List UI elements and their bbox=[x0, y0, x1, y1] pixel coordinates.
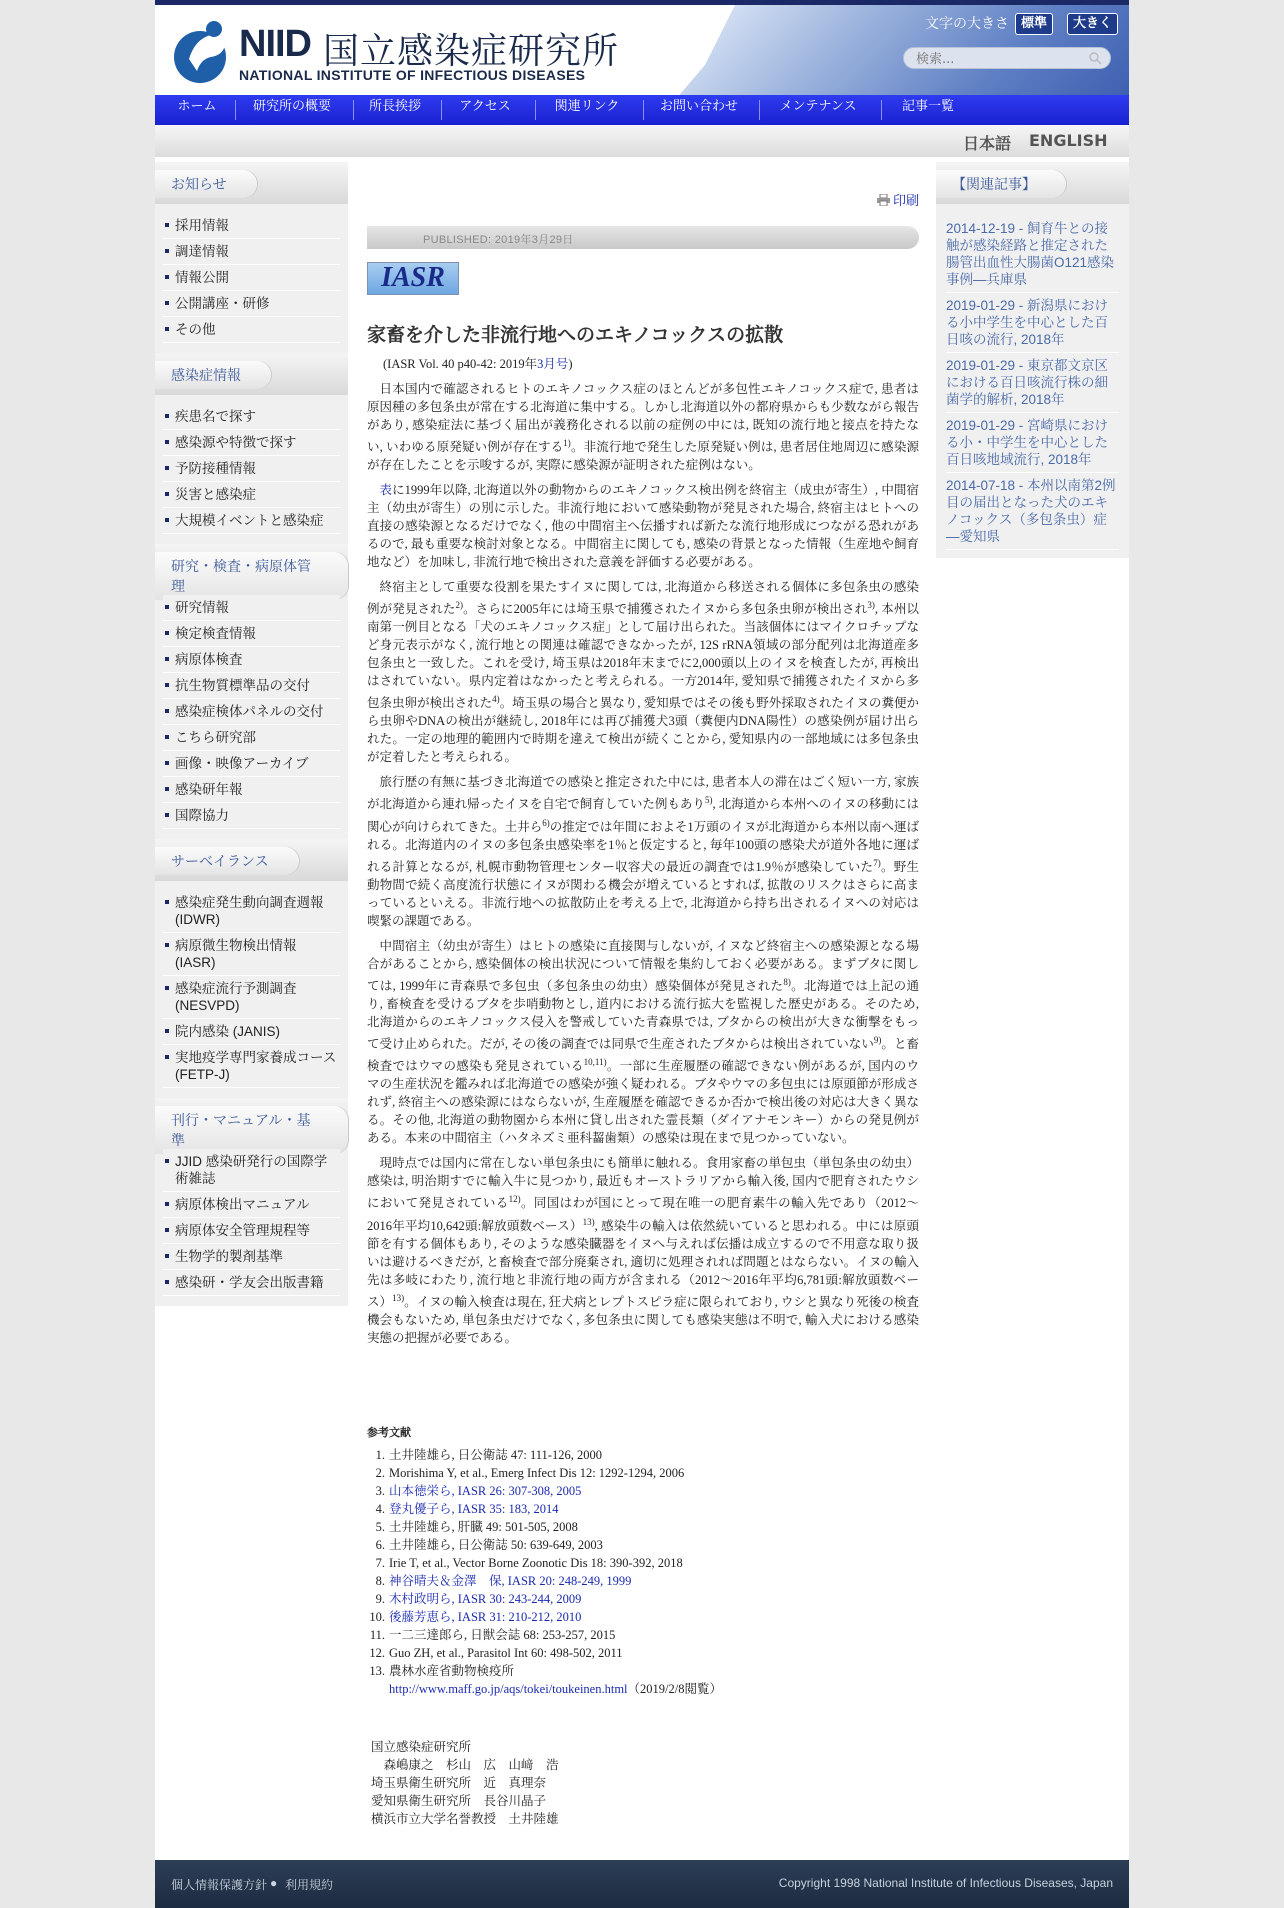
citation-mark: 3) bbox=[867, 600, 875, 611]
sidebar-item[interactable]: 感染研・学友会出版書籍 bbox=[163, 1270, 340, 1296]
sidebar-item[interactable]: 疾患名で探す bbox=[163, 404, 340, 430]
reference-item bbox=[367, 1536, 919, 1554]
reference-item bbox=[367, 1662, 919, 1680]
paragraph-text: 終宿主として重要な役割を果たすイヌに関しては, 北海道から移送される個体に多包条虫の感染例が発見された bbox=[367, 580, 919, 617]
logo-japanese-name: 国立感染症研究所 bbox=[323, 31, 620, 72]
sidebar-list-news bbox=[155, 204, 348, 353]
reference-text: 土井陸雄ら, 日公衛誌 50: 639-649, 2003 bbox=[389, 1538, 603, 1552]
logo-english-name: NATIONAL INSTITUTE OF INFECTIOUS DISEASES bbox=[239, 67, 586, 83]
sidebar-heading-label: 刊行・マニュアル・基準 bbox=[155, 1106, 348, 1154]
paragraph-text: 。一部に生産履歴の確認できない例があるが, 国内のウマの生産状況を鑑みれば北海道での感染が強く疑われる。ブタやウマの多包虫には原頭節が形成されず, 終宿主への感染源にはならないが, 生産履歴を確認できるか否かで検出後の対応は大きく異なる。その他, 北海道の動物園から本州に貸し出された霊長類（ダイアナモンキー）からの発見例がある。本来の中間宿主（ハタネズミ亜科齧歯類）の感染は現在まで見つかっていない。 bbox=[367, 1059, 919, 1146]
left-sidebar bbox=[155, 162, 348, 1306]
sidebar-item[interactable]: 災害と感染症 bbox=[163, 482, 340, 508]
printer-icon bbox=[877, 194, 890, 206]
related-articles-heading bbox=[936, 162, 1129, 204]
reference-item bbox=[367, 1446, 919, 1464]
sidebar-item[interactable]: 情報公開 bbox=[163, 265, 340, 291]
published-bar bbox=[367, 226, 919, 249]
nav-divider bbox=[353, 100, 354, 120]
article-title: 家畜を介した非流行地へのエキノコックスの拡散 bbox=[367, 324, 784, 346]
citation-mark: 2) bbox=[455, 600, 463, 611]
related-articles-list bbox=[936, 204, 1129, 558]
paragraph bbox=[367, 937, 919, 1147]
citation-mark: 4) bbox=[492, 694, 500, 705]
reference-number: 10. bbox=[369, 1610, 385, 1624]
author-line: 横浜市立大学名誉教授 土井陸雄 bbox=[371, 1812, 559, 1826]
paragraph-text: 。北海道では上記の通り, 畜検査を受けるブタを歩哨動物とし, 道内における流行拡大を監視した歴史がある。そのため, 北海道からのエキノコックス侵入を警戒していた青森県では, ブタからの検出が大きな衝撃をもって受け止められた。だが, その後の調査では同県で生産されたブタからは検出されていない bbox=[367, 979, 919, 1052]
sidebar-item[interactable]: JJID 感染研発行の国際学術雑誌 bbox=[163, 1149, 340, 1192]
reference-number: 6. bbox=[375, 1538, 385, 1552]
sidebar-item[interactable]: 採用情報 bbox=[163, 213, 340, 239]
reference-number: 1. bbox=[375, 1448, 385, 1462]
sidebar-item[interactable]: 大規模イベントと感染症 bbox=[163, 508, 340, 534]
reference-number: 8. bbox=[375, 1574, 385, 1588]
reference-item[interactable] bbox=[367, 1590, 919, 1608]
citation-mark: 13) bbox=[582, 1216, 595, 1227]
reference-link[interactable]: 木村政明ら, IASR 30: 243-244, 2009 bbox=[389, 1592, 582, 1606]
sidebar-item[interactable]: 院内感染 (JANIS) bbox=[163, 1019, 340, 1045]
reference-item[interactable] bbox=[367, 1608, 919, 1626]
paragraph-text: , 感染牛の輸入は依然続いていると思われる。中には原頭節を有する個体もあり, そのような感染臓器をイヌへ与えれば伝播は成立するので不用意な取り扱いは避けるべきだが, と畜検査で部分廃棄され, 適切に処理されれば問題とはならない。イヌの輸入先は多岐にわたり, 流行地と非流行地の両方が含まれる（2012～2016年平均6,781頭:解放頭数ベース） bbox=[367, 1218, 919, 1309]
sidebar-item[interactable]: 感染源や特徴で探す bbox=[163, 430, 340, 456]
author-line: 愛知県衛生研究所 長谷川晶子 bbox=[371, 1794, 547, 1808]
sidebar-item[interactable]: 病原体検出マニュアル bbox=[163, 1192, 340, 1218]
reference-text: 一二三達郎ら, 日獣会誌 68: 253-257, 2015 bbox=[389, 1628, 616, 1642]
sidebar-heading-label: お知らせ bbox=[155, 170, 257, 198]
paragraph-text: 。と畜検査ではウマの感染も発見されている bbox=[367, 1037, 919, 1074]
references-heading: 参考文献 bbox=[367, 1426, 411, 1439]
main-nav bbox=[155, 95, 1129, 125]
nav-greeting[interactable]: 所長挨拶 bbox=[368, 99, 421, 114]
sidebar-item[interactable]: 感染症発生動向調査週報 (IDWR) bbox=[163, 890, 340, 933]
author-line: 埼玉県衛生研究所 近 真理奈 bbox=[371, 1776, 547, 1790]
font-size-large-button[interactable]: 大きく bbox=[1067, 13, 1118, 35]
sidebar-item[interactable]: こちら研究部 bbox=[163, 725, 340, 751]
citation-text: ) bbox=[568, 357, 573, 371]
paragraph bbox=[367, 1154, 919, 1346]
reference-text: 農林水産省動物検疫所 bbox=[389, 1664, 515, 1678]
reference-number: 12. bbox=[369, 1646, 385, 1660]
paragraph-text: , 北海道から本州へのイヌの移動には関心が向けられてきた。土井ら bbox=[367, 797, 919, 834]
reference-link[interactable]: 後藤芳恵ら, IASR 31: 210-212, 2010 bbox=[389, 1610, 582, 1624]
paragraph bbox=[367, 481, 919, 571]
language-bar bbox=[155, 125, 1129, 157]
sidebar-heading-infection-info bbox=[155, 353, 348, 395]
copyright: Copyright 1998 National Institute of Infectious Diseases, Japan bbox=[778, 1876, 1113, 1890]
nav-article-list[interactable]: 記事一覧 bbox=[901, 99, 954, 114]
font-size-normal-button[interactable]: 標準 bbox=[1015, 13, 1053, 35]
reference-item bbox=[367, 1464, 919, 1482]
published-date: PUBLISHED: 2019年3月29日 bbox=[423, 234, 574, 246]
citation-mark: 8) bbox=[783, 976, 791, 987]
sidebar-heading-label: サーベイランス bbox=[155, 847, 299, 875]
citation-mark: 10,11) bbox=[583, 1057, 607, 1068]
nav-divider bbox=[235, 100, 236, 120]
page bbox=[155, 0, 1129, 1908]
related-article-link[interactable]: 2019-01-29 - 東京都文京区における百日咳流行株の細菌学的解析, 2018年 bbox=[946, 353, 1119, 413]
sidebar-list-research bbox=[155, 586, 348, 839]
niid-logo-icon[interactable] bbox=[167, 19, 233, 85]
citation-mark: 5) bbox=[704, 795, 713, 806]
reference-url-link[interactable]: http://www.maff.go.jp/aqs/tokei/toukeinen.html bbox=[389, 1682, 628, 1696]
citation-text: (IASR Vol. 40 p40-42: 2019年 bbox=[383, 357, 538, 371]
terms-of-use-link[interactable]: 利用規約 bbox=[285, 1878, 334, 1892]
search-input[interactable] bbox=[914, 50, 1088, 68]
sidebar-item[interactable]: 病原体安全管理規程等 bbox=[163, 1218, 340, 1244]
nav-divider bbox=[441, 100, 442, 120]
sidebar-heading-research bbox=[155, 544, 348, 595]
font-size-label: 文字の大きさ bbox=[925, 16, 1009, 32]
paragraph-text: の推定では年間におよそ1万頭のイヌが北海道から本州以南へ運ばれる。北海道内のイヌの多包条虫感染率を1％と仮定すると, 毎年100頭の感染犬が道外各地に運ばれる計算となるが, 札幌市動物管理センター収容犬の最近の調査では1.9％が感染していた bbox=[367, 819, 919, 874]
reference-number: 7. bbox=[375, 1556, 385, 1570]
related-article-link[interactable]: 2019-01-29 - 宮崎県における小・中学生を中心とした百日咳地域流行, 2018年 bbox=[946, 413, 1119, 473]
paragraph-text: 。埼玉県の場合と異なり, 愛知県ではその後も野外採取されたイヌの糞便から虫卵やDNAの検出が継続し, 2018年には再び捕獲犬3頭（糞便内DNA陽性）の感染例が届け出られた。一定の地理的範囲内で時期を違えて検出が続くことから, 愛知県内の一部地域には多包条虫が定着したと考えられる。 bbox=[367, 696, 919, 765]
reference-text: Irie T, et al., Vector Borne Zoonotic Dis 18: 390-392, 2018 bbox=[389, 1556, 683, 1570]
reference-link[interactable]: 神谷晴夫＆金澤 保, IASR 20: 248-249, 1999 bbox=[389, 1574, 632, 1588]
reference-item[interactable] bbox=[367, 1482, 919, 1500]
nav-maintenance[interactable]: メンテナンス bbox=[779, 99, 857, 114]
sidebar-item[interactable]: 予防接種情報 bbox=[163, 456, 340, 482]
nav-divider bbox=[535, 100, 536, 120]
sidebar-heading-publications bbox=[155, 1098, 348, 1149]
author-line: 国立感染症研究所 bbox=[371, 1740, 472, 1754]
reference-link[interactable]: 山本徳栄ら, IASR 26: 307-308, 2005 bbox=[389, 1484, 582, 1498]
sidebar-heading-surveillance bbox=[155, 839, 348, 881]
related-heading-label: 【関連記事】 bbox=[936, 170, 1066, 198]
reference-text: Morishima Y, et al., Emerg Infect Dis 12: 1292-1294, 2006 bbox=[389, 1466, 685, 1480]
reference-number: 5. bbox=[375, 1520, 385, 1534]
sidebar-heading-news bbox=[155, 162, 348, 204]
paragraph-text: 。野生動物間で続く高度流行状態にイヌが関わる機会が増えているとすれば, 拡散のリスクはさらに高まっているといえる。非流行地への拡散防止を考える上で, 北海道から持ち出されるイヌへの対応は喫緊の課題である。 bbox=[367, 859, 919, 928]
article-citation bbox=[383, 354, 573, 372]
sidebar-item[interactable]: 感染症流行予測調査 (NESVPD) bbox=[163, 976, 340, 1019]
site-header bbox=[155, 0, 1129, 95]
reference-item bbox=[367, 1518, 919, 1536]
paragraph-text: 。非流行地で発生した原発疑い例は, 患者居住地周辺に感染源が存在したことを示唆するが, 実際に感染源が証明された症例はない。 bbox=[367, 440, 919, 473]
related-article-link[interactable]: 2014-07-18 - 本州以南第2例目の届出となった犬のエキノコックス（多包条虫）症―愛知県 bbox=[946, 473, 1119, 550]
search-icon[interactable] bbox=[1088, 51, 1102, 65]
bullet-icon: ● bbox=[270, 1876, 278, 1890]
reference-text: Guo ZH, et al., Parasitol Int 60: 498-502, 2011 bbox=[389, 1646, 623, 1660]
lang-japanese-link[interactable]: 日本語 bbox=[963, 134, 1012, 153]
citation-mark: 12) bbox=[508, 1194, 521, 1205]
paragraph bbox=[367, 578, 919, 766]
sidebar-item[interactable]: 調達情報 bbox=[163, 239, 340, 265]
paragraph-text: 日本国内で確認されるヒトのエキノコックス症のほとんどが多包性エキノコックス症で, 患者は原因種の多包条虫が常在する北海道に集中する。しかし北海道以外の都府県からも少数ながら報告があり, 感染症法に基づく届出が義務化される以前の症例の中には, 既知の流行地と接点を持たない, いわゆる原発疑い例が存在する bbox=[367, 382, 919, 455]
print-label[interactable]: 印刷 bbox=[892, 194, 919, 209]
reference-item bbox=[367, 1644, 919, 1662]
sidebar-heading-label: 研究・検査・病原体管理 bbox=[155, 552, 348, 600]
reference-link[interactable]: 登丸優子ら, IASR 35: 183, 2014 bbox=[389, 1502, 559, 1516]
sidebar-item[interactable]: 病原微生物検出情報 (IASR) bbox=[163, 933, 340, 976]
sidebar-item[interactable]: 実地疫学専門家養成コース (FETP-J) bbox=[163, 1045, 340, 1088]
reference-number: 11. bbox=[369, 1628, 385, 1642]
logo-niid-text: NIID bbox=[239, 23, 311, 65]
reference-number: 3. bbox=[375, 1484, 385, 1498]
citation-mark: 13) bbox=[392, 1292, 405, 1303]
sidebar-item[interactable]: 感染症検体パネルの交付 bbox=[163, 699, 340, 725]
citation-mark: 7) bbox=[873, 857, 881, 868]
sidebar-heading-label: 感染症情報 bbox=[155, 361, 271, 389]
table-link[interactable]: 表 bbox=[379, 483, 393, 498]
paragraph-text: 。同国はわが国にとって現在唯一の肥育素牛の輸入先であり（2012～2016年平均10,642頭:解放頭数ベース） bbox=[367, 1196, 919, 1233]
sidebar-list-infection-info bbox=[155, 395, 348, 544]
reference-text: 土井陸雄ら, 日公衛誌 47: 111-126, 2000 bbox=[389, 1448, 602, 1462]
paragraph-text: 。さらに2005年には埼玉県で捕獲されたイヌから多包条虫卵が検出され bbox=[462, 602, 868, 617]
right-sidebar bbox=[936, 162, 1129, 558]
sidebar-item[interactable]: 画像・映像アーカイブ bbox=[163, 751, 340, 777]
author-line: 森嶋康之 杉山 広 山﨑 浩 bbox=[371, 1758, 559, 1772]
paragraph-text: に1999年以降, 北海道以外の動物からのエキノコックス検出例を終宿主（成虫が寄生）, 中間宿主（幼虫が寄生）の別に示した。非流行地において感染動物が発見された場合, 終宿主はヒトへの直接の感染源となるだけでなく, 他の中間宿主へ伝播すれば新たな流行地形成につながる恐れがあるので, 最も重要な検討対象となる。中間宿主に関しても, 感染の背景となった情報（生産地や飼育地など）を加味し, 非流行地で検出された意義を評価する必要がある。 bbox=[367, 483, 919, 570]
citation-mark: 1) bbox=[563, 438, 571, 448]
nav-about[interactable]: 研究所の概要 bbox=[252, 99, 331, 114]
nav-contact[interactable]: お問い合わせ bbox=[659, 99, 738, 114]
sidebar-item[interactable]: 感染研年報 bbox=[163, 777, 340, 803]
paragraph bbox=[367, 380, 919, 474]
article-body bbox=[367, 380, 919, 1354]
paragraph bbox=[367, 773, 919, 929]
reference-access-date: （2019/2/8閲覧） bbox=[627, 1682, 722, 1696]
sidebar-item[interactable]: その他 bbox=[163, 317, 340, 343]
related-article-link[interactable]: 2019-01-29 - 新潟県における小中学生を中心とした百日咳の流行, 2018年 bbox=[946, 293, 1119, 353]
reference-number: 13. bbox=[369, 1664, 385, 1678]
nav-access[interactable]: アクセス bbox=[459, 99, 511, 114]
paragraph-text: , 本州以南第一例目となる「犬のエキノコックス症」として届け出られた。当該個体にはマイクロチップなど身元表示がなく, 流行地との関連は確認できなかったが, 12S rRNA領域の部分配列は北海道産多包条虫と一致した。これを受け, 埼玉県は2018年末までに2,000頭以上のイヌを検査したが, 再検出はされていない。県内定着はなかったと考えられる。一方2014年, 愛知県で捕獲されたイヌから多包条虫卵が検出された bbox=[367, 602, 919, 711]
paragraph-text: 現時点では国内に常在しない単包条虫にも簡単に触れる。食用家畜の単包虫（単包条虫の幼虫）感染は, 明治期すでに輸入牛に見つかり, 最近もオーストラリアから輸入後, 国内で肥育されたウシにおいて発見されている bbox=[367, 1156, 919, 1211]
reference-url-line bbox=[367, 1680, 919, 1698]
reference-item[interactable] bbox=[367, 1572, 919, 1590]
paragraph-text: 旅行歴の有無に基づき北海道での感染と推定された中には, 患者本人の滞在はごく短い一方, 家族が北海道から連れ帰ったイヌを自宅で飼育していた例もあり bbox=[367, 775, 919, 812]
sidebar-list-publications bbox=[155, 1140, 348, 1306]
site-footer bbox=[155, 1860, 1129, 1908]
nav-divider bbox=[643, 100, 644, 120]
paragraph-text: 。イヌの輸入検査は現在, 狂犬病とレプトスピラ症に限られており, ウシと異なり死後の検査機会もないため, 単包条虫だけでなく, 多包条虫に関しても感染実態は不明で, 輸入犬における感染実態の把握が必要である。 bbox=[367, 1294, 919, 1345]
iasr-logo: IASR bbox=[367, 262, 459, 295]
print-link[interactable] bbox=[877, 190, 919, 209]
sidebar-item[interactable]: 検定検査情報 bbox=[163, 621, 340, 647]
sidebar-item[interactable]: 国際協力 bbox=[163, 803, 340, 829]
reference-item[interactable] bbox=[367, 1500, 919, 1518]
reference-text: 土井陸雄ら, 肝臓 49: 501-505, 2008 bbox=[389, 1520, 578, 1534]
authors bbox=[371, 1738, 559, 1828]
reference-number: 4. bbox=[375, 1502, 385, 1516]
sidebar-item[interactable]: 病原体検査 bbox=[163, 647, 340, 673]
reference-item bbox=[367, 1554, 919, 1572]
sidebar-item[interactable]: 公開講座・研修 bbox=[163, 291, 340, 317]
issue-link[interactable]: 3月号 bbox=[537, 357, 569, 371]
lang-english-link[interactable]: ENGLISH bbox=[1029, 131, 1108, 150]
sidebar-item[interactable]: 研究情報 bbox=[163, 595, 340, 621]
sidebar-list-surveillance bbox=[155, 881, 348, 1098]
sidebar-item[interactable]: 生物学的製剤基準 bbox=[163, 1244, 340, 1270]
nav-links[interactable]: 関連リンク bbox=[554, 99, 620, 114]
reference-number: 2. bbox=[375, 1466, 385, 1480]
reference-number: 9. bbox=[375, 1592, 385, 1606]
search-box bbox=[903, 47, 1111, 69]
citation-mark: 6) bbox=[542, 817, 550, 828]
sidebar-item[interactable]: 抗生物質標準品の交付 bbox=[163, 673, 340, 699]
nav-divider bbox=[881, 100, 882, 120]
citation-mark: 9) bbox=[873, 1035, 882, 1046]
nav-home[interactable]: ホーム bbox=[177, 99, 217, 114]
references-list bbox=[367, 1446, 919, 1698]
paragraph-text: 中間宿主（幼虫が寄生）はヒトの感染に直接関与しないが, イヌなど終宿主への感染源となる場合があることから, 感染個体の検出状況について情報を集約しておく必要がある。まずブタに関しては, 1999年に青森県で多包虫（多包条虫の幼虫）感染個体が発見された bbox=[367, 938, 919, 994]
related-article-link[interactable]: 2014-12-19 - 飼育牛との接触が感染経路と推定された腸管出血性大腸菌O121感染事例―兵庫県 bbox=[946, 216, 1119, 293]
privacy-policy-link[interactable]: 個人情報保護方針 bbox=[171, 1878, 268, 1892]
nav-divider bbox=[759, 100, 760, 120]
reference-item bbox=[367, 1626, 919, 1644]
